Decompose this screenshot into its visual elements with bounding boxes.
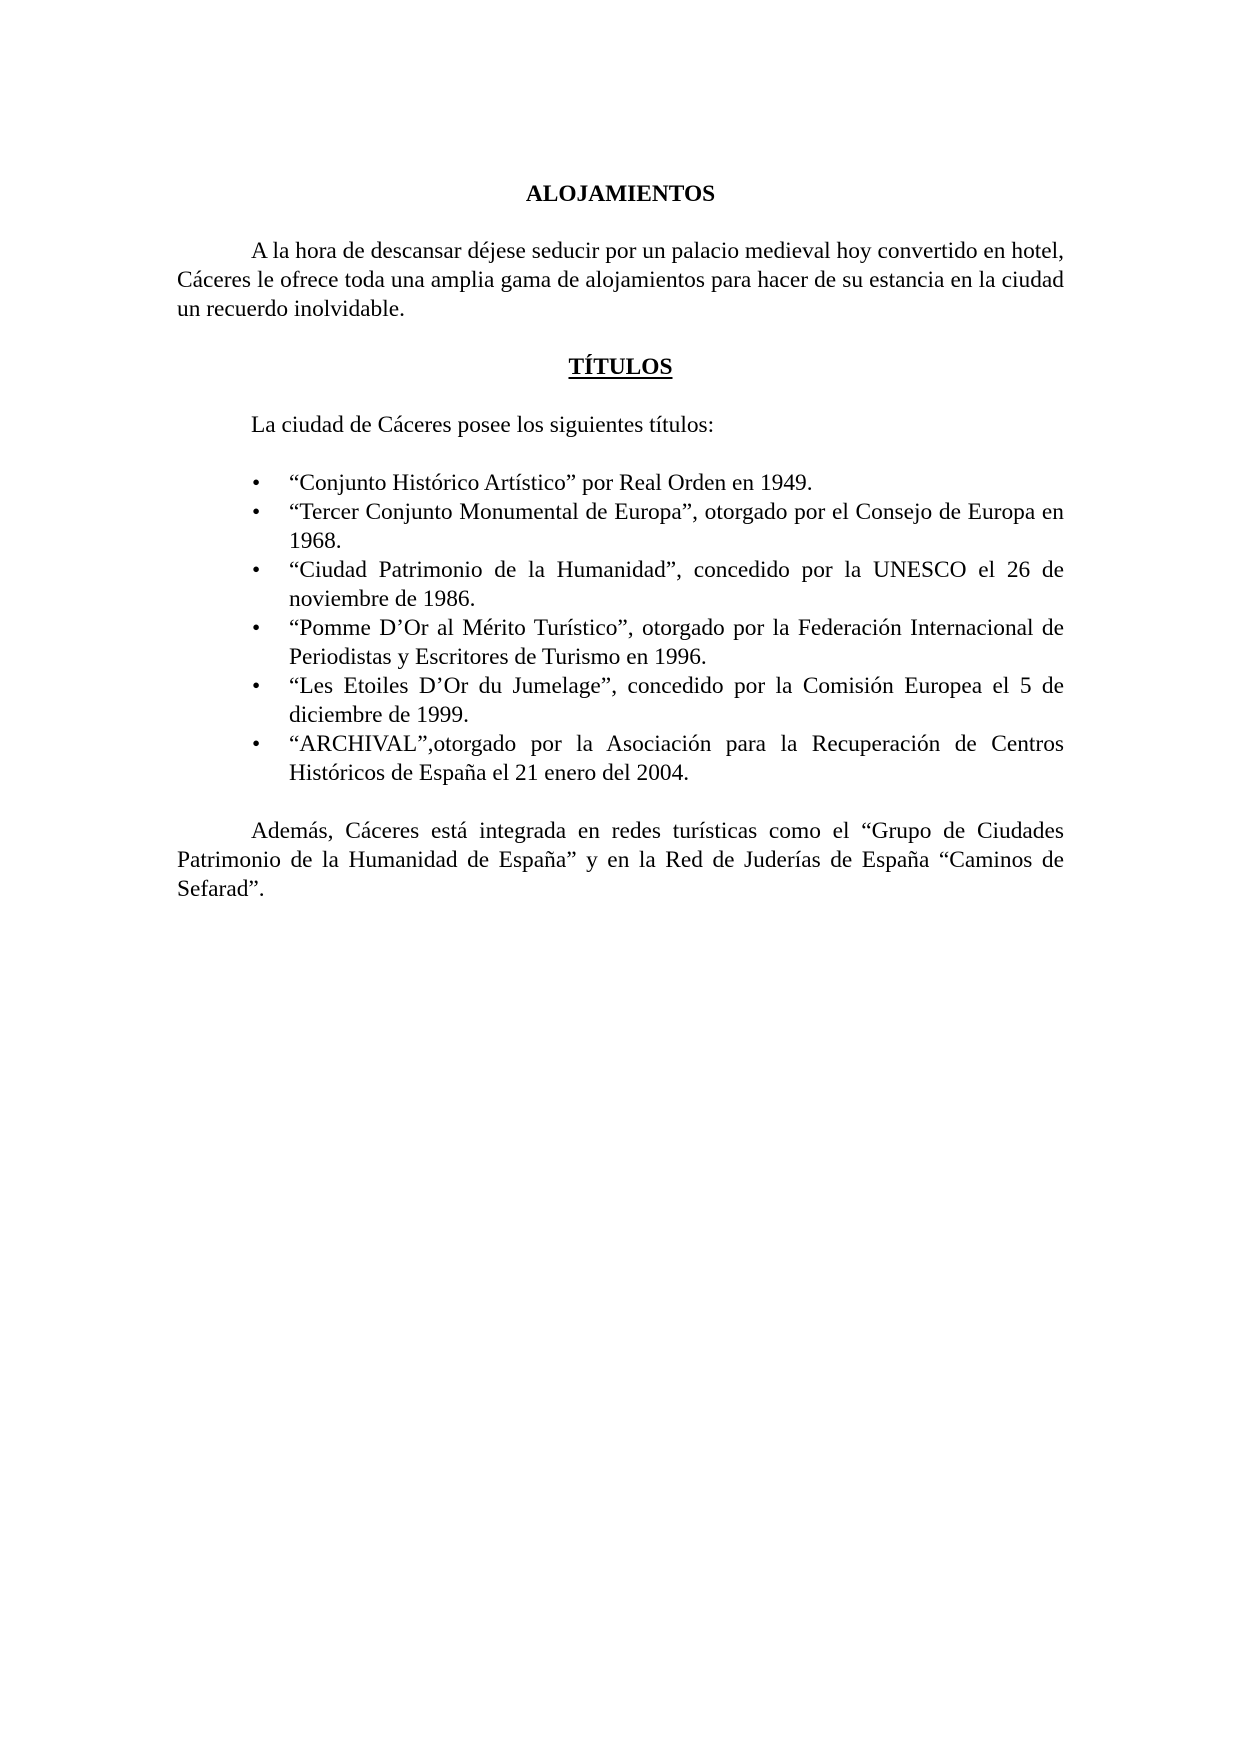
paragraph-alojamientos: A la hora de descansar déjese seducir por un palacio medieval hoy convertido en hotel, Cáceres le ofrece toda una amplia gama de alojamientos para hacer de su estancia en la ciudad un recuerdo inolvidable. — [177, 238, 1064, 322]
bullet-icon: • — [252, 673, 261, 699]
paragraph-closing: Además, Cáceres está integrada en redes turísticas como el “Grupo de Ciudades Patrimonio de la Humanidad de España” y en la Red de Juderías de España “Caminos de Sefarad”. — [177, 818, 1064, 902]
list-item-text: “Conjunto Histórico Artístico” por Real Orden en 1949. — [289, 470, 813, 496]
list-item — [252, 672, 1064, 730]
titles-list — [177, 469, 1064, 788]
list-item — [252, 730, 1064, 788]
bullet-icon: • — [252, 470, 261, 496]
heading-titulos: TÍTULOS — [568, 354, 673, 380]
list-item — [252, 614, 1064, 672]
list-item-text: “Les Etoiles D’Or du Jumelage”, concedido por la Comisión Europea el 5 de diciembre de 1999. — [289, 673, 1064, 728]
bullet-icon: • — [252, 557, 261, 583]
list-item — [252, 469, 1064, 498]
document-body — [177, 180, 1064, 904]
paragraph-titulos-intro: La ciudad de Cáceres posee los siguientes títulos: — [251, 412, 715, 438]
list-item — [252, 498, 1064, 556]
list-item-text: “Tercer Conjunto Monumental de Europa”, otorgado por el Consejo de Europa en 1968. — [289, 499, 1064, 554]
list-item-text: “Ciudad Patrimonio de la Humanidad”, concedido por la UNESCO el 26 de noviembre de 1986. — [289, 557, 1064, 612]
bullet-icon: • — [252, 731, 261, 757]
list-item-text: “ARCHIVAL”,otorgado por la Asociación para la Recuperación de Centros Históricos de España el 21 enero del 2004. — [289, 731, 1064, 786]
bullet-icon: • — [252, 615, 261, 641]
list-item — [252, 556, 1064, 614]
list-item-text: “Pomme D’Or al Mérito Turístico”, otorgado por la Federación Internacional de Periodistas y Escritores de Turismo en 1996. — [289, 615, 1064, 670]
bullet-icon: • — [252, 499, 261, 525]
heading-alojamientos: ALOJAMIENTOS — [525, 181, 716, 207]
